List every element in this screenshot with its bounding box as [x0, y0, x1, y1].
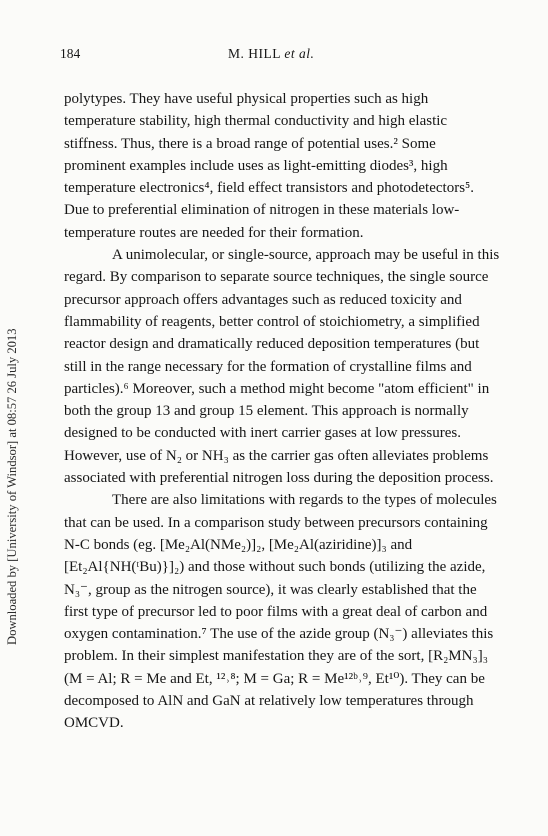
author-suffix: et al.	[284, 46, 315, 61]
running-head-authors	[228, 46, 314, 62]
paragraph-3: There are also limitations with regards to the types of molecules that can be used. In a comparison study between precursors containing N-C bonds (eg. [Me₂Al(NMe₂)]₂, [Me₂Al(aziridine)]₃ and [Et₂Al{NH(ᵗBu)}]₂) and those without such bonds (utilizing the azide, N₃⁻, group as the nitrogen source), it was clearly established that the first type of precursor led to poor films with a great deal of carbon and oxygen contamination.⁷ The use of the azide group (N₃⁻) alleviates this problem. In their simplest manifestation they are of the sort, [R₂MN₃]₃ (M = Al; R = Me and Et, ¹²˒⁸; M = Ga; R = Me¹²ᵇ˒⁹, Et¹⁰). They can be decomposed to AlN and GaN at relatively low temperatures through OMCVD.	[64, 492, 497, 732]
body-text	[64, 88, 500, 735]
running-header	[0, 46, 548, 66]
author-name: M. HILL	[228, 46, 281, 61]
paragraph-2: A unimolecular, or single-source, approach may be useful in this regard. By comparison to separate source techniques, the single source precursor approach offers advantages such as reduced toxicity and flammability of reagents, better control of stoichiometry, a simplified reactor design and dramatically reduced deposition temperatures (but still in the range necessary for the formation of crystalline films and particles).⁶ Moreover, such a method might become "atom efficient" in both the group 13 and group 15 element. This approach is normally designed to be conducted with inert carrier gases at low pressures. However, use of N₂ or NH₃ as the carrier gas often alleviates problems associated with preferential nitrogen loss during the deposition process.	[64, 247, 500, 487]
download-watermark: Downloaded by [University of Windsor] at 08:57 26 July 2013	[5, 328, 19, 645]
paragraph-1: polytypes. They have useful physical properties such as high temperature stability, high thermal conductivity and high elastic stiffness. Thus, there is a broad range of potential uses.² Some prominent examples include uses as light-emitting diodes³, high temperature electronics⁴, field effect transistors and photodetectors⁵. Due to preferential elimination of nitrogen in these materials low-temperature routes are needed for their formation.	[64, 91, 475, 241]
page-number: 184	[60, 46, 81, 61]
